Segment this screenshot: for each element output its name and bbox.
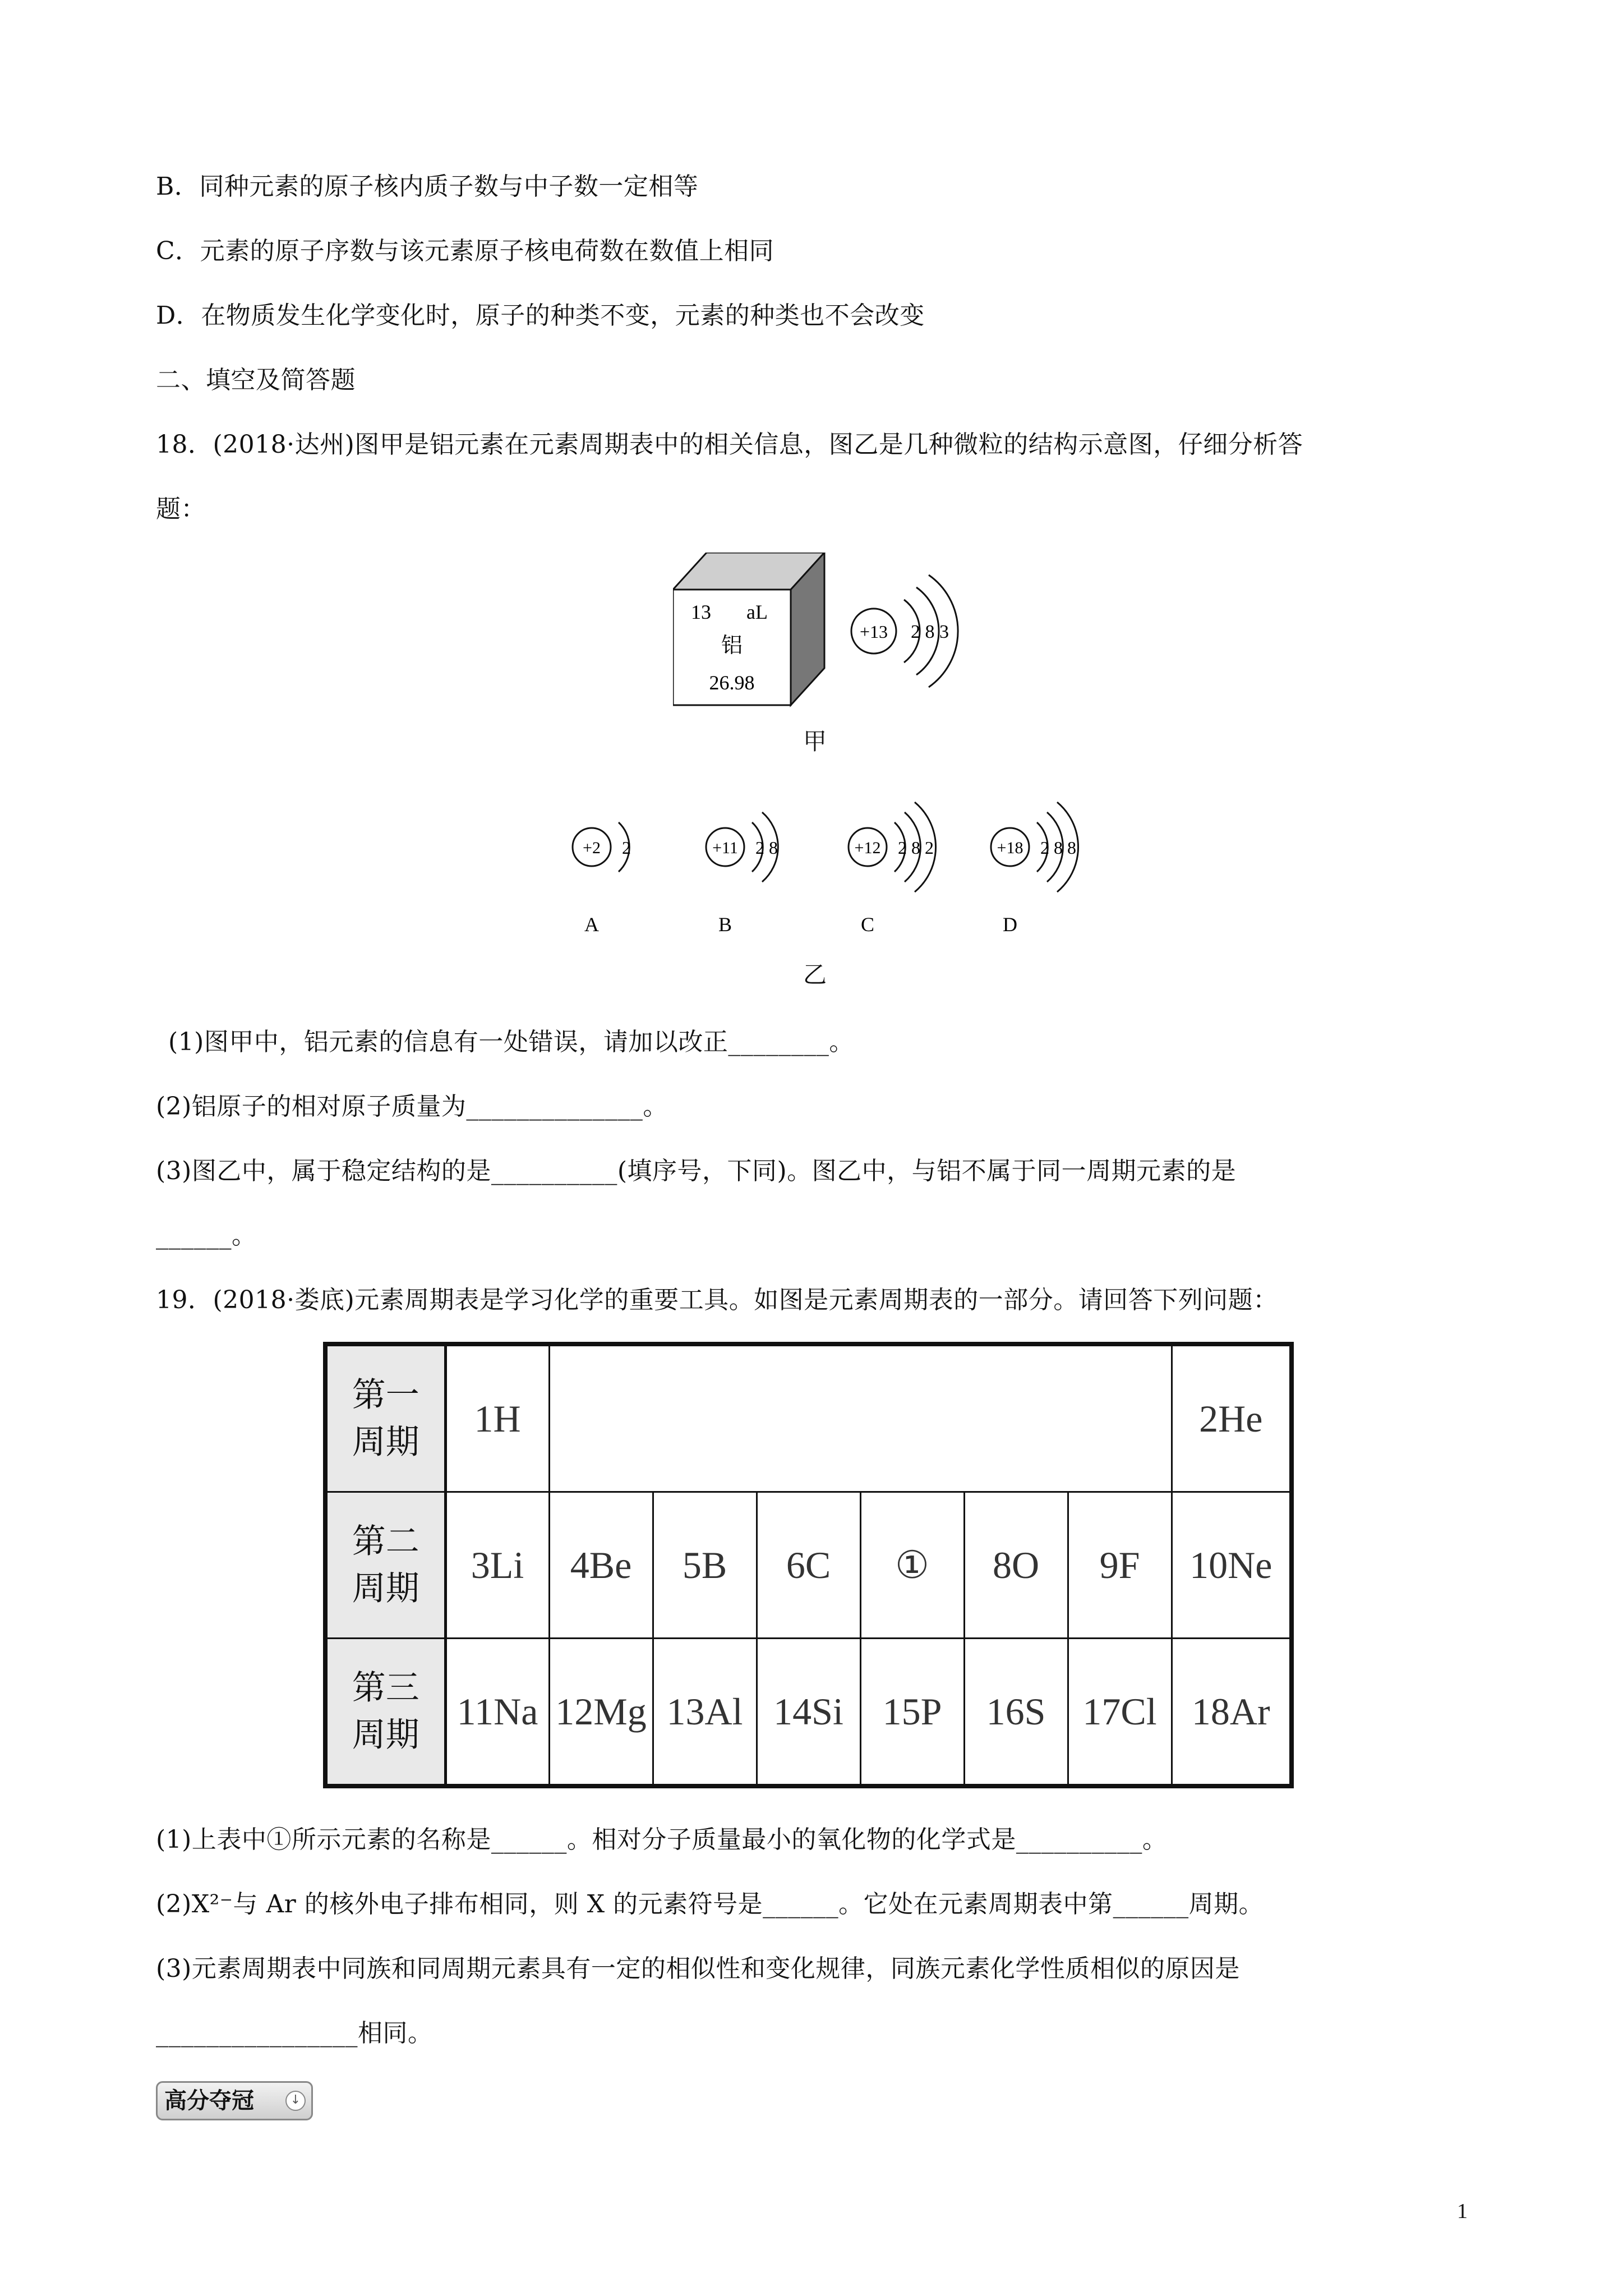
element-cell: 5B [653, 1492, 757, 1639]
q18-sub2: (2)铝原子的相对原子质量为______________。 [156, 1092, 668, 1121]
period-header-line1: 第一 [352, 1375, 419, 1415]
section-badge [156, 2081, 313, 2120]
figure-yi-caption: 乙 [803, 961, 827, 988]
element-cell: 9F [1068, 1492, 1172, 1639]
element-cell: 2He [1172, 1344, 1292, 1492]
element-cell: 13Al [653, 1639, 757, 1787]
element-cell: 4Be [549, 1492, 653, 1639]
option-c: C．元素的原子序数与该元素原子核电荷数在数值上相同 [156, 237, 774, 265]
particle-c [849, 802, 936, 936]
periodic-table-excerpt [323, 1342, 1294, 1788]
electron-counts: 2 8 [755, 838, 778, 858]
element-cell: 12Mg [549, 1639, 653, 1787]
element-cell: 10Ne [1172, 1492, 1292, 1639]
figure-jia-caption: 甲 [803, 728, 827, 755]
electron-counts: 2 8 8 [1040, 838, 1076, 858]
page-number: 1 [1457, 2200, 1468, 2223]
option-b: B．同种元素的原子核内质子数与中子数一定相等 [156, 172, 699, 201]
period-header-line2: 周期 [352, 1423, 419, 1462]
al-electron-counts: 2 8 3 [911, 622, 949, 642]
nucleus-charge: +12 [854, 839, 881, 857]
al-nucleus-charge: +13 [859, 622, 888, 642]
element-cell: 3Li [445, 1492, 549, 1639]
period-header [325, 1492, 445, 1639]
tile-atomic-number: 13 [691, 601, 711, 623]
tile-symbol: aL [746, 601, 768, 623]
tile-mass: 26.98 [709, 671, 755, 694]
particle-label: D [1003, 913, 1017, 936]
element-cell: 1H [445, 1344, 549, 1492]
element-cell: 6C [757, 1492, 860, 1639]
element-tile [673, 553, 824, 705]
element-cell: 8O [964, 1492, 1068, 1639]
period-header-line2: 周期 [352, 1715, 419, 1755]
q18-sub3-line2: ______。 [156, 1221, 257, 1250]
period-row-2 [325, 1492, 1292, 1639]
nucleus-charge: +11 [712, 839, 738, 857]
down-arrow-icon: ↓ [285, 2091, 306, 2111]
element-cell: 11Na [445, 1639, 549, 1787]
element-cell: 14Si [757, 1639, 860, 1787]
electron-counts: 2 [622, 838, 631, 858]
element-cell: 17Cl [1068, 1639, 1172, 1787]
q18-stem-line1: 18．(2018·达州)图甲是铝元素在元素周期表中的相关信息，图乙是几种微粒的结构示意图，仔细分析答 [156, 430, 1303, 459]
electron-counts: 2 8 2 [898, 838, 934, 858]
element-cell: 15P [860, 1639, 964, 1787]
q19-sub2: (2)X²⁻与 Ar 的核外电子排布相同，则 X 的元素符号是______。它处在元素周期表中第______周期。 [156, 1890, 1264, 1918]
aluminium-atom-diagram [851, 575, 958, 687]
particle-label: C [860, 913, 875, 936]
q19-stem: 19．(2018·娄底)元素周期表是学习化学的重要工具。如图是元素周期表的一部分。请回答下列问题： [156, 1286, 1278, 1314]
element-cell: 18Ar [1172, 1639, 1292, 1787]
q19-sub3-line2: ________________相同。 [156, 2019, 433, 2047]
tile-name: 铝 [721, 633, 743, 657]
period-header-line1: 第二 [352, 1522, 419, 1561]
nucleus-charge: +2 [583, 839, 601, 857]
particle-label: B [718, 913, 732, 936]
q19-sub3-line1: (3)元素周期表中同族和同周期元素具有一定的相似性和变化规律，同族元素化学性质相似的原因是 [156, 1954, 1240, 1983]
particle-label: A [584, 913, 599, 936]
badge-label: 高分夺冠 [164, 2088, 254, 2114]
period-header [325, 1344, 445, 1492]
section-heading: 二、填空及简答题 [156, 366, 356, 394]
q18-figure-yi [538, 785, 1099, 942]
period-header-line2: 周期 [352, 1569, 419, 1608]
element-cell-unknown: ① [860, 1492, 964, 1639]
particle-a [573, 822, 631, 936]
q18-figure-jia [673, 553, 987, 710]
q18-stem-line2: 题： [156, 495, 206, 523]
empty-cell-span [549, 1344, 1172, 1492]
q18-sub1: (1)图甲中，铝元素的信息有一处错误，请加以改正________。 [168, 1028, 854, 1056]
nucleus-charge: +18 [997, 839, 1023, 857]
particle-b [706, 812, 778, 936]
period-header [325, 1639, 445, 1787]
period-row-1 [325, 1344, 1292, 1492]
period-row-3 [325, 1639, 1292, 1787]
option-d: D．在物质发生化学变化时，原子的种类不变，元素的种类也不会改变 [156, 301, 925, 330]
element-cell: 16S [964, 1639, 1068, 1787]
period-header-line1: 第三 [352, 1668, 419, 1708]
q19-sub1: (1)上表中①所示元素的名称是______。相对分子质量最小的氧化物的化学式是__________。 [156, 1825, 1168, 1854]
particle-d [991, 802, 1078, 936]
q18-sub3-line1: (3)图乙中，属于稳定结构的是__________(填序号，下同)。图乙中，与铝不属于同一周期元素的是 [156, 1157, 1237, 1185]
